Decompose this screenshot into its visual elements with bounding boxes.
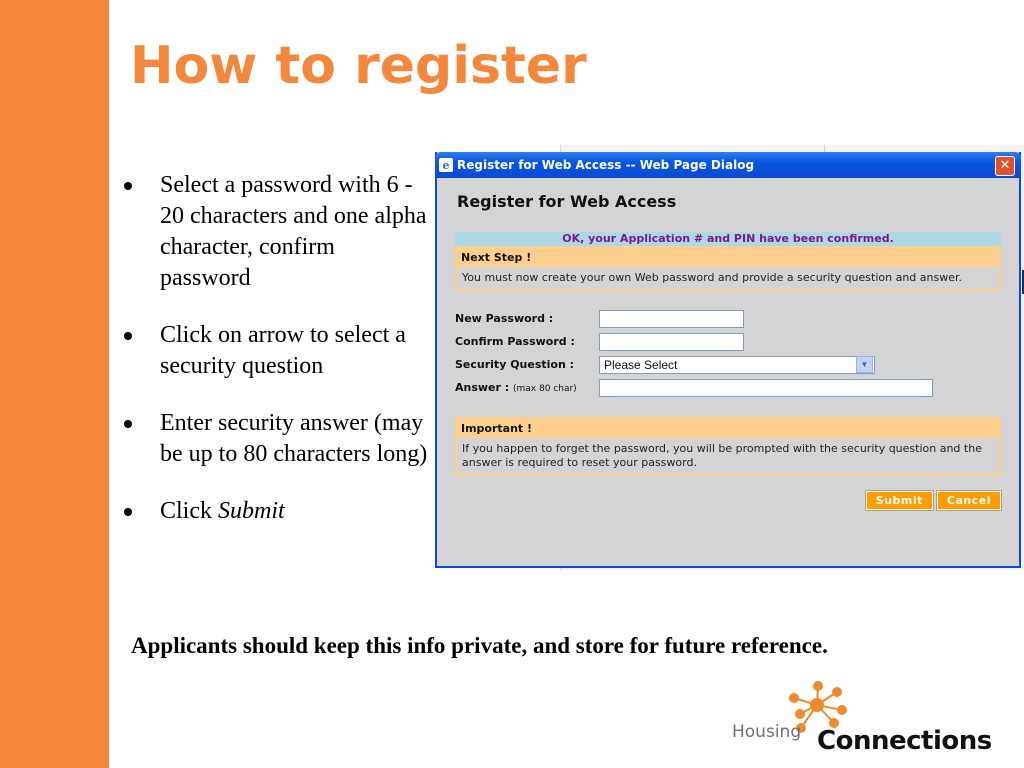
new-password-label: New Password : xyxy=(455,312,554,325)
privacy-note: Applicants should keep this info private, and store for future reference. xyxy=(131,633,828,658)
security-question-label: Security Question : xyxy=(455,358,575,371)
bullet-icon xyxy=(124,420,132,428)
answer-row xyxy=(455,376,1001,399)
orange-sidebar xyxy=(0,0,109,768)
bullet-icon xyxy=(124,182,132,190)
new-password-input[interactable] xyxy=(599,310,744,328)
dialog-buttons xyxy=(455,491,1001,510)
bullet-item xyxy=(120,320,430,382)
housing-connections-logo xyxy=(730,680,1000,768)
dialog-window-title: Register for Web Access -- Web Page Dialog xyxy=(457,158,755,172)
bullet-item xyxy=(120,408,430,470)
confirmation-banner: OK, your Application # and PIN have been confirmed. xyxy=(455,232,1001,246)
bullet-item xyxy=(120,170,430,294)
security-question-row xyxy=(455,353,1001,376)
confirm-password-label: Confirm Password : xyxy=(455,335,575,348)
confirm-password-row xyxy=(455,330,1001,353)
dialog-titlebar[interactable] xyxy=(435,152,1021,178)
cancel-button[interactable]: Cancel xyxy=(937,491,1001,510)
answer-label-text: Answer : xyxy=(455,381,510,394)
answer-input[interactable] xyxy=(599,379,933,397)
important-text: If you happen to forget the password, you will be prompted with the security question and the answer is required to reset your password. xyxy=(457,438,999,474)
next-step-title: Next Step ! xyxy=(461,251,532,264)
answer-hint: (max 80 char) xyxy=(513,384,577,394)
new-password-row xyxy=(455,307,1001,330)
important-title: Important ! xyxy=(461,422,533,435)
register-dialog xyxy=(435,152,1021,568)
bullet-text: Click on arrow to select a security question xyxy=(160,322,406,379)
logo-word-housing: Housing xyxy=(732,722,802,742)
chevron-down-icon[interactable]: ▼ xyxy=(856,356,873,373)
bullet-text: Select a password with 6 - 20 characters and one alpha character, confirm password xyxy=(160,172,427,291)
instruction-list xyxy=(120,170,430,553)
password-form xyxy=(455,307,1001,399)
ie-icon: e xyxy=(439,158,453,172)
confirm-password-input[interactable] xyxy=(599,333,744,351)
next-step-box xyxy=(455,246,1001,291)
bullet-icon xyxy=(124,332,132,340)
submit-button[interactable]: Submit xyxy=(866,491,933,510)
logo-word-connections: Connections xyxy=(817,726,992,756)
security-question-value: Please Select xyxy=(604,357,678,372)
bullet-text: Enter security answer (may be up to 80 characters long) xyxy=(160,410,428,467)
important-box xyxy=(455,417,1001,476)
dialog-heading: Register for Web Access xyxy=(457,192,677,211)
bullet-icon xyxy=(124,508,132,516)
security-question-select[interactable] xyxy=(599,356,875,374)
bullet-text: Click xyxy=(160,498,218,524)
bullet-item xyxy=(120,496,430,527)
dialog-body xyxy=(437,178,1019,566)
slide-title: How to register xyxy=(130,36,587,96)
bullet-emphasis: Submit xyxy=(218,498,285,524)
close-button[interactable]: ✕ xyxy=(995,156,1015,176)
next-step-text: You must now create your own Web password and provide a security question and answer. xyxy=(457,267,999,289)
answer-label xyxy=(455,381,599,394)
